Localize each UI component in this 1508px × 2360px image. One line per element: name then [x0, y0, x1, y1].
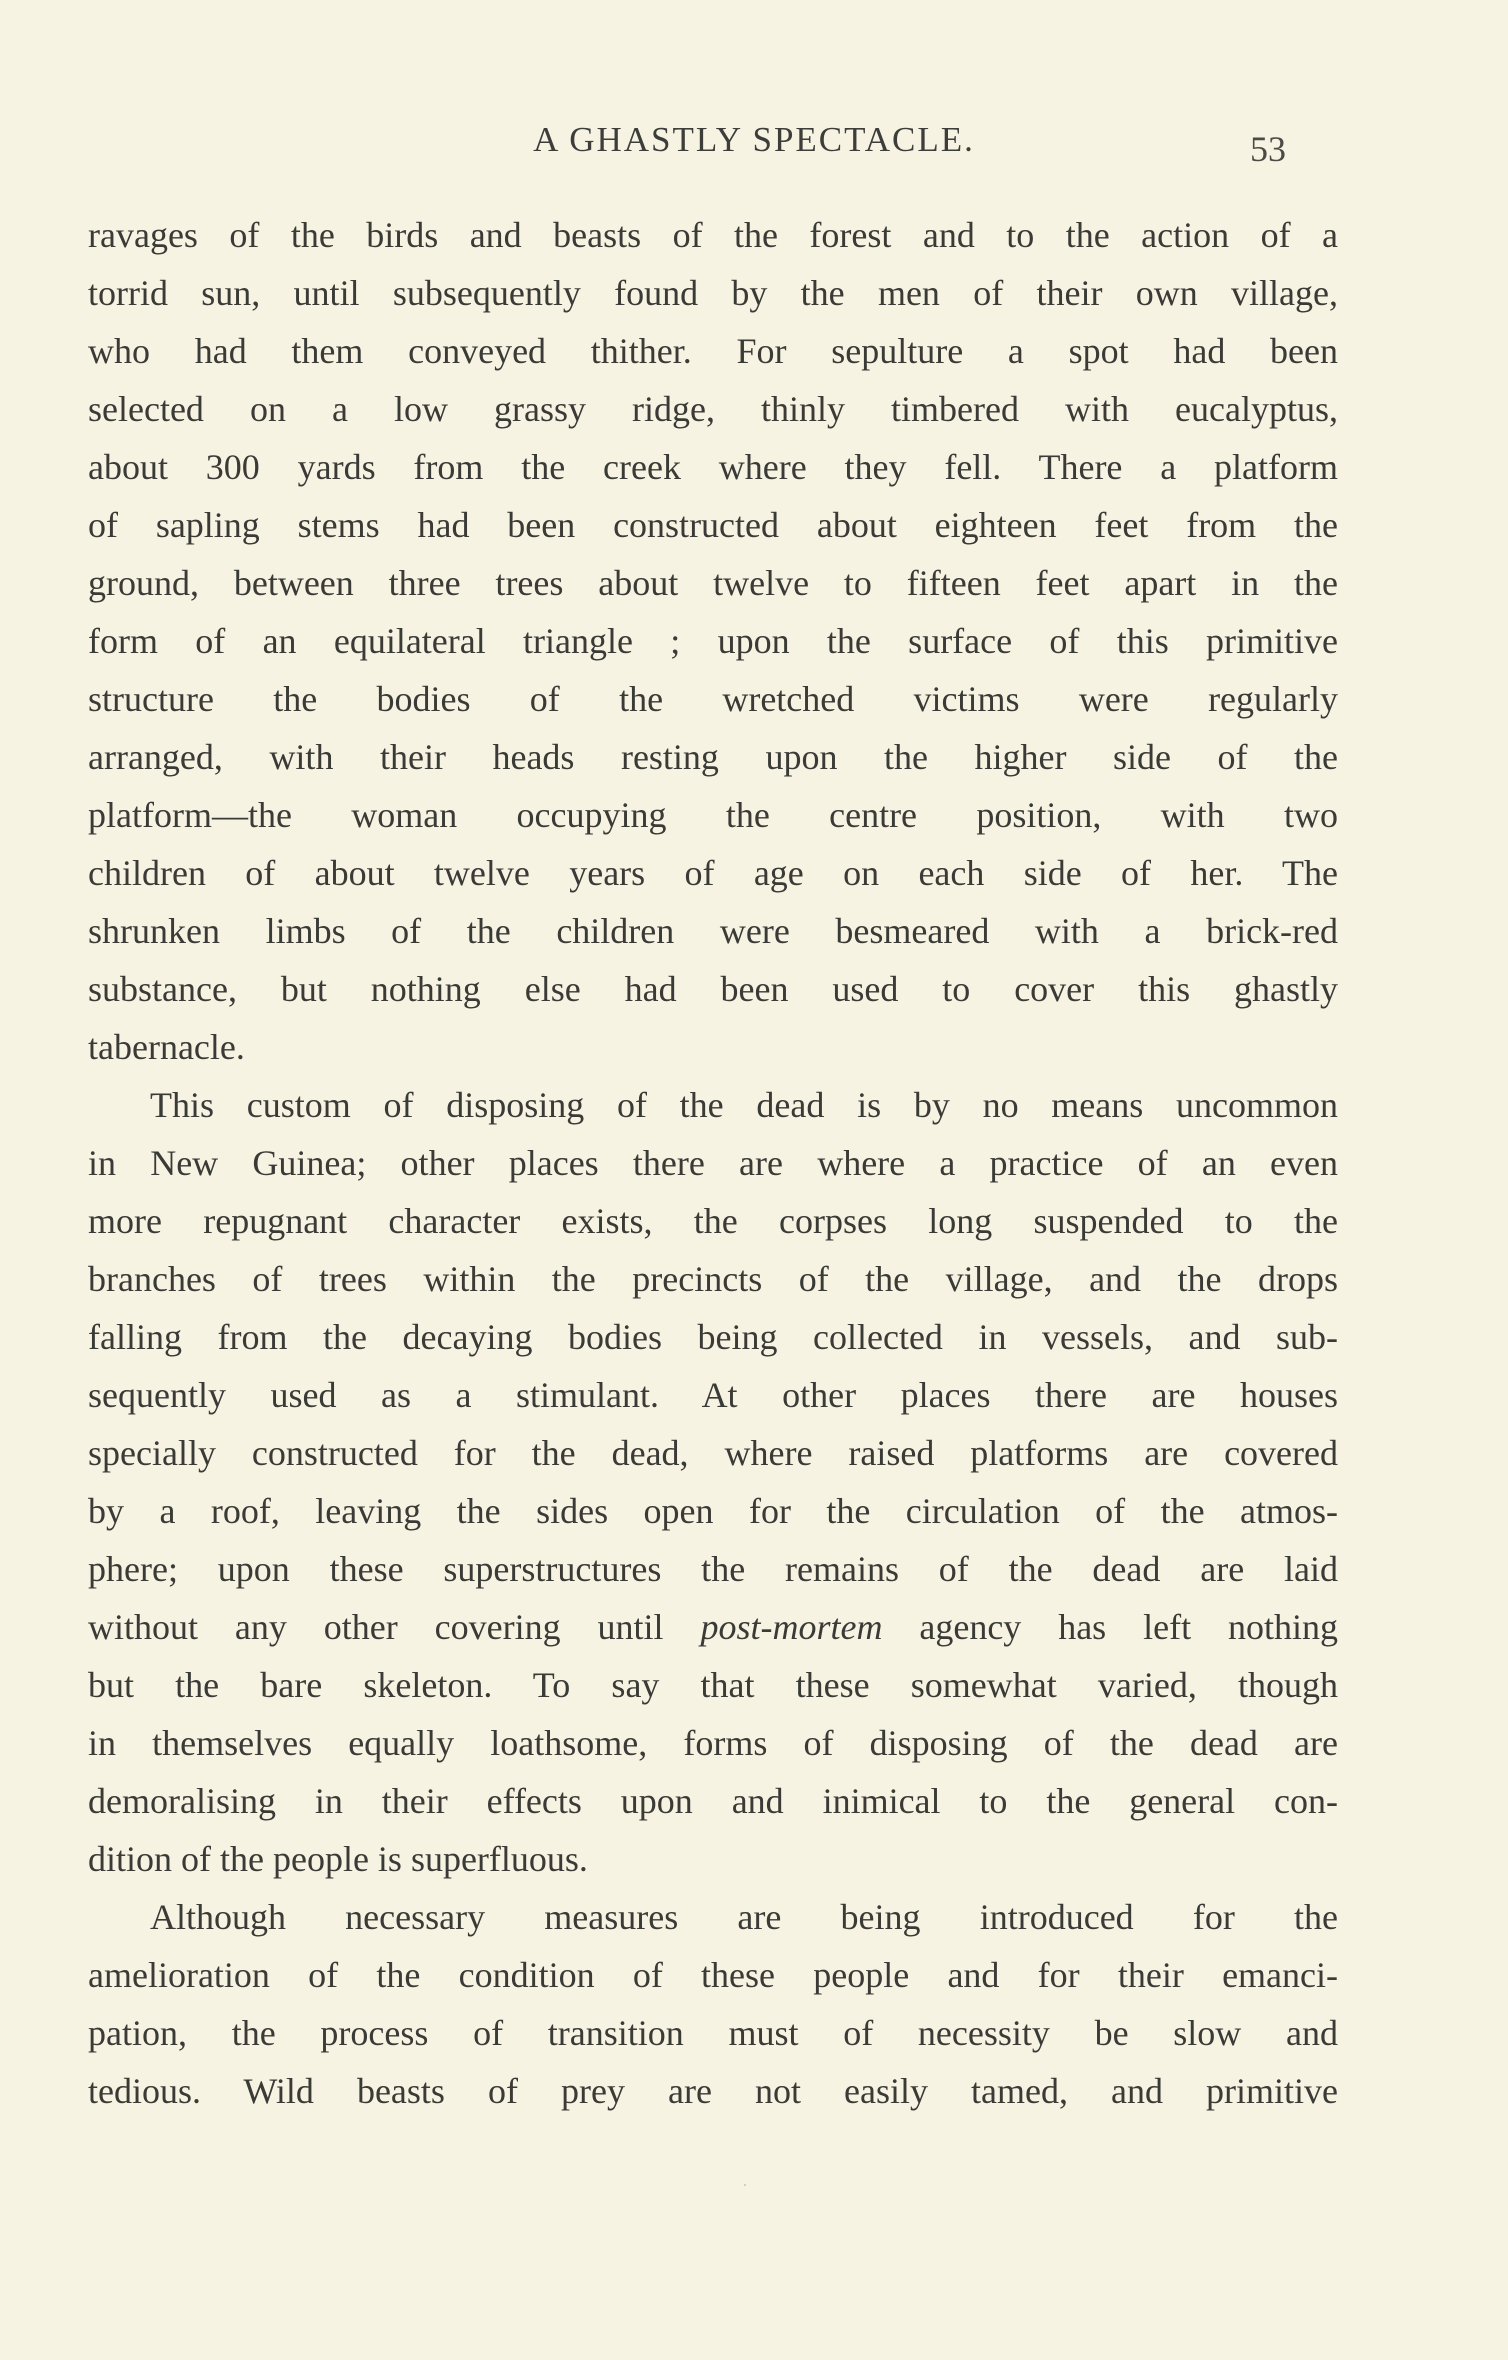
text-line: phere; upon these superstructures the remains of the dead are laid [88, 1549, 1338, 1589]
running-head: A GHASTLY SPECTACLE. [533, 120, 975, 159]
text-line: Although necessary measures are being introduced for the [150, 1897, 1338, 1937]
text-line: torrid sun, until subsequently found by the men of their own village, [88, 273, 1338, 313]
text-segment: without any other covering until [88, 1607, 701, 1647]
text-line: arranged, with their heads resting upon the higher side of the [88, 737, 1338, 777]
text-line: platform—the woman occupying the centre position, with two [88, 795, 1338, 835]
page-number: 53 [1250, 129, 1286, 169]
body-text [88, 206, 1338, 2120]
text-line: This custom of disposing of the dead is by no means uncommon [150, 1085, 1338, 1125]
text-line: tabernacle. [88, 1027, 245, 1067]
text-line: pation, the process of transition must of necessity be slow and [88, 2013, 1338, 2053]
text-line-with-italic [88, 1598, 1338, 1656]
text-line: sequently used as a stimulant. At other places there are houses [88, 1375, 1338, 1415]
paper-speck [744, 2184, 746, 2186]
text-line: dition of the people is superfluous. [88, 1839, 588, 1879]
text-line: in themselves equally loathsome, forms of disposing of the dead are [88, 1723, 1338, 1763]
text-line: of sapling stems had been constructed about eighteen feet from the [88, 505, 1338, 545]
text-line: selected on a low grassy ridge, thinly timbered with eucalyptus, [88, 389, 1338, 429]
text-line: children of about twelve years of age on each side of her. The [88, 853, 1338, 893]
text-line: shrunken limbs of the children were besmeared with a brick-red [88, 911, 1338, 951]
text-line: ravages of the birds and beasts of the forest and to the action of a [88, 215, 1338, 255]
text-line: but the bare skeleton. To say that these somewhat varied, though [88, 1665, 1338, 1705]
text-line: structure the bodies of the wretched victims were regularly [88, 679, 1338, 719]
text-line: by a roof, leaving the sides open for the circulation of the atmos- [88, 1491, 1338, 1531]
text-line: more repugnant character exists, the corpses long suspended to the [88, 1201, 1338, 1241]
text-line: specially constructed for the dead, where raised platforms are covered [88, 1433, 1338, 1473]
text-segment: agency has left nothing [882, 1607, 1338, 1647]
text-line: form of an equilateral triangle ; upon the surface of this primitive [88, 621, 1338, 661]
text-line: who had them conveyed thither. For sepulture a spot had been [88, 331, 1338, 371]
text-line: tedious. Wild beasts of prey are not easily tamed, and primitive [88, 2071, 1338, 2111]
text-line: in New Guinea; other places there are where a practice of an even [88, 1143, 1338, 1183]
text-line: substance, but nothing else had been used to cover this ghastly [88, 969, 1338, 1009]
text-line: branches of trees within the precincts of the village, and the drops [88, 1259, 1338, 1299]
text-line: about 300 yards from the creek where they fell. There a platform [88, 447, 1338, 487]
text-line: amelioration of the condition of these people and for their emanci- [88, 1955, 1338, 1995]
text-line: falling from the decaying bodies being collected in vessels, and sub- [88, 1317, 1338, 1357]
text-line: demoralising in their effects upon and inimical to the general con- [88, 1781, 1338, 1821]
text-line: ground, between three trees about twelve to fifteen feet apart in the [88, 563, 1338, 603]
italic-term: post-mortem [700, 1607, 883, 1647]
